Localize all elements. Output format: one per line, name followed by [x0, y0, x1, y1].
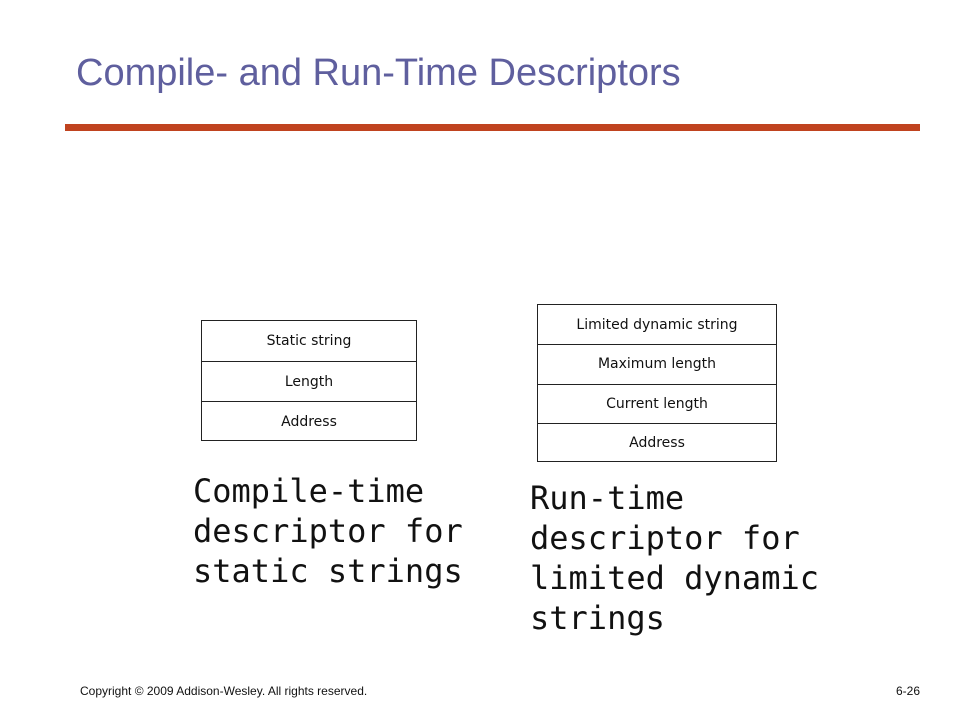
footer-copyright: Copyright © 2009 Addison-Wesley. All rights reserved.	[80, 684, 368, 698]
descriptor-field-static-string: Static string	[266, 333, 352, 349]
compile-time-descriptor-box	[201, 320, 417, 441]
caption-line: descriptor for	[530, 519, 800, 557]
caption-line: strings	[530, 599, 665, 637]
run-time-descriptor-box	[537, 304, 777, 462]
run-time-caption	[530, 478, 819, 638]
descriptor-field-address: Address	[538, 423, 776, 462]
descriptor-field-current-length: Current length	[538, 384, 776, 423]
title-underline-rule	[65, 124, 920, 131]
slide-title: Compile- and Run-Time Descriptors	[76, 52, 681, 94]
descriptor-field-limited-dynamic-string: Limited dynamic string	[576, 316, 738, 333]
caption-line: static strings	[193, 552, 463, 590]
descriptor-field-address: Address	[202, 401, 416, 441]
footer-page-number: 6-26	[895, 684, 920, 698]
compile-time-caption	[193, 471, 463, 591]
caption-line: Run-time	[530, 479, 685, 517]
caption-line: descriptor for	[193, 512, 463, 550]
descriptor-field-length: Length	[202, 361, 416, 401]
caption-line: Compile-time	[193, 472, 425, 510]
descriptor-field-maximum-length: Maximum length	[538, 344, 776, 383]
caption-line: limited dynamic	[530, 559, 819, 597]
